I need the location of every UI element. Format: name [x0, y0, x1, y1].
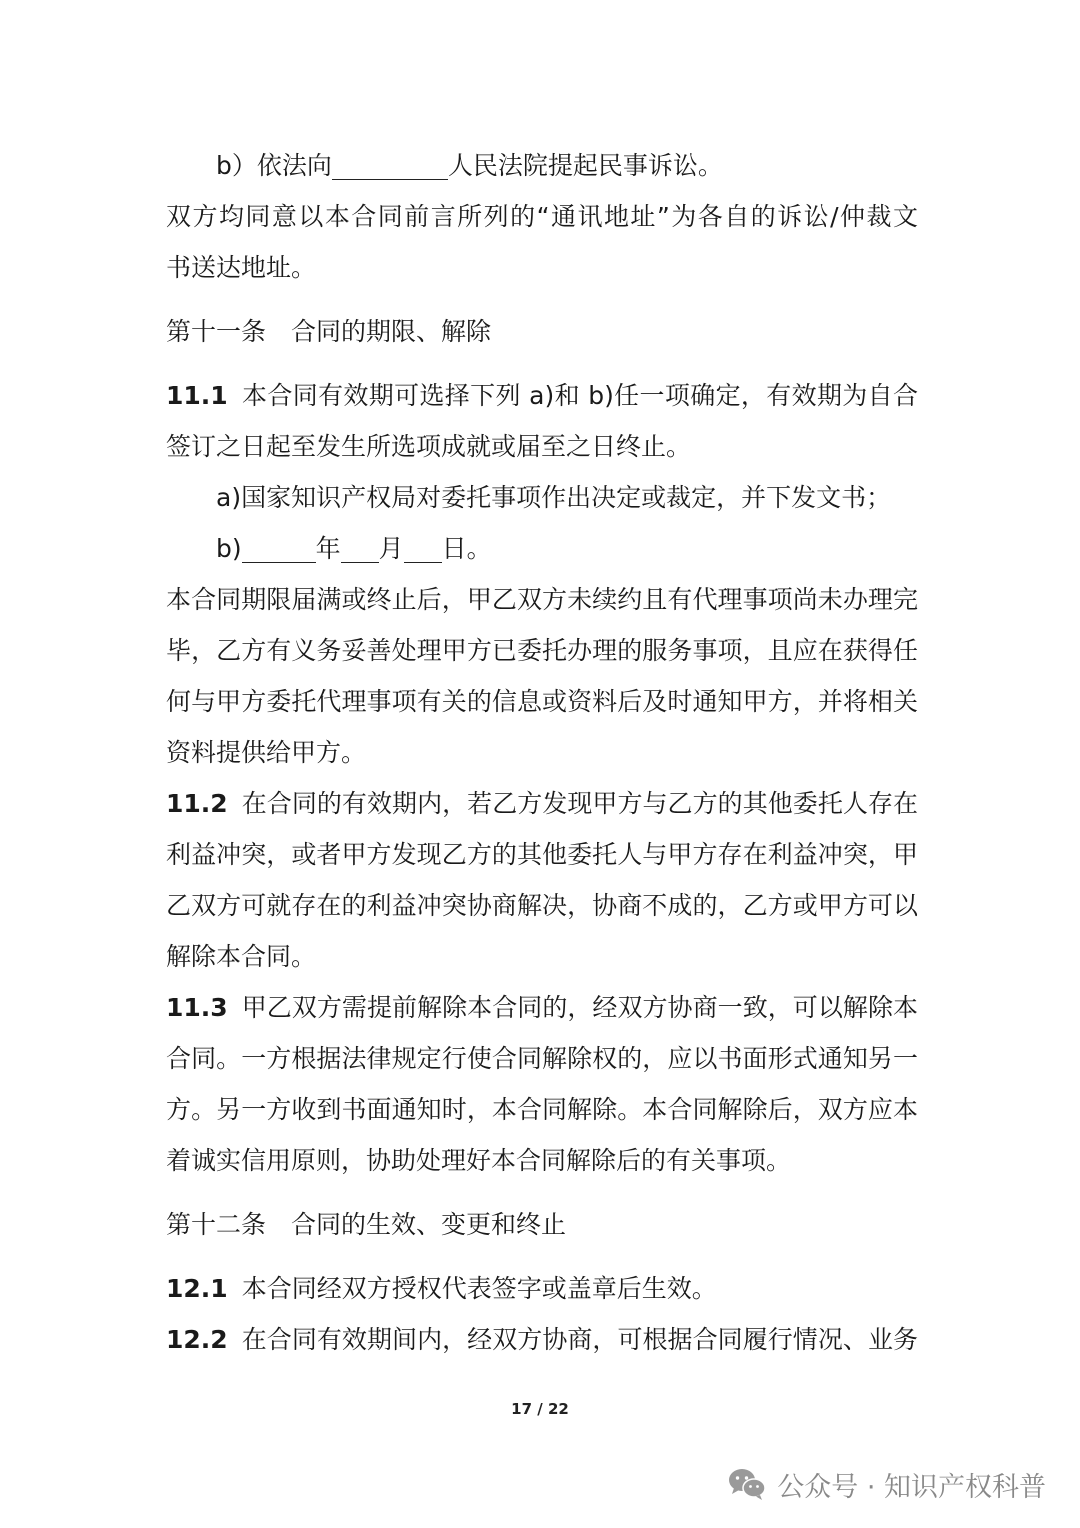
clause-number: 11.3 [166, 993, 228, 1022]
clause-11-2-line-3: 乙双方可就存在的利益冲突协商解决，协商不成的，乙方或甲方可以 [166, 891, 918, 920]
watermark-text: 公众号 · 知识产权科普 [777, 1471, 1046, 1503]
article-11-heading: 第十一条 合同的期限、解除 [166, 317, 492, 346]
court-name-blank [332, 151, 448, 180]
clause-number: 11.2 [166, 789, 228, 818]
clause-11-1-line-1: 11.1 本合同有效期可选择下列 a)和 b)任一项确定，有效期为自合 [166, 381, 918, 410]
wechat-icon [727, 1467, 767, 1501]
expiry-line-1: 本合同期限届满或终止后，甲乙双方未续约且有代理事项尚未办理完 [166, 585, 918, 614]
expiry-line-2: 毕，乙方有义务妥善处理甲方已委托办理的服务事项，且应在获得任 [166, 636, 918, 665]
day-blank [404, 534, 442, 563]
year-blank [242, 534, 316, 563]
wechat-watermark [727, 1462, 1046, 1506]
service-address-line-2: 书送达地址。 [166, 253, 317, 282]
clause-11-3-line-3: 方。另一方收到书面通知时，本合同解除。本合同解除后，双方应本 [166, 1095, 918, 1124]
clause-11-2-line-4: 解除本合同。 [166, 942, 317, 971]
clause-11-1-line-2: 签订之日起至发生所选项成就或届至之日终止。 [166, 432, 692, 461]
service-address-line-1: 双方均同意以本合同前言所列的“通讯地址”为各自的诉讼/仲裁文 [166, 202, 918, 231]
clause-number: 12.1 [166, 1274, 228, 1303]
clause-10-b-court: b）依法向 人民法院提起民事诉讼。 [216, 151, 723, 180]
page-number: 17 / 22 [511, 1400, 569, 1418]
document-body [166, 140, 918, 1365]
article-12-heading: 第十二条 合同的生效、变更和终止 [166, 1210, 567, 1239]
clause-12-2-line-1: 12.2 在合同有效期间内，经双方协商，可根据合同履行情况、业务 [166, 1325, 918, 1354]
clause-number: 11.1 [166, 381, 228, 410]
clause-11-2-line-1: 11.2 在合同的有效期内，若乙方发现甲方与乙方的其他委托人存在 [166, 789, 918, 818]
clause-number: 12.2 [166, 1325, 228, 1354]
clause-11-2-line-2: 利益冲突，或者甲方发现乙方的其他委托人与甲方存在利益冲突，甲 [166, 840, 918, 869]
expiry-line-3: 何与甲方委托代理事项有关的信息或资料后及时通知甲方，并将相关 [166, 687, 918, 716]
clause-11-1-option-b: b) 年 月 日。 [216, 534, 492, 563]
clause-11-3-line-2: 合同。一方根据法律规定行使合同解除权的，应以书面形式通知另一 [166, 1044, 918, 1073]
clause-11-3-line-4: 着诚实信用原则，协助处理好本合同解除后的有关事项。 [166, 1146, 792, 1175]
month-blank [341, 534, 379, 563]
clause-12-1-line-1: 12.1 本合同经双方授权代表签字或盖章后生效。 [166, 1274, 717, 1303]
clause-11-1-option-a: a)国家知识产权局对委托事项作出决定或裁定，并下发文书； [216, 483, 892, 512]
expiry-line-4: 资料提供给甲方。 [166, 738, 367, 767]
clause-11-3-line-1: 11.3 甲乙双方需提前解除本合同的，经双方协商一致，可以解除本 [166, 993, 918, 1022]
